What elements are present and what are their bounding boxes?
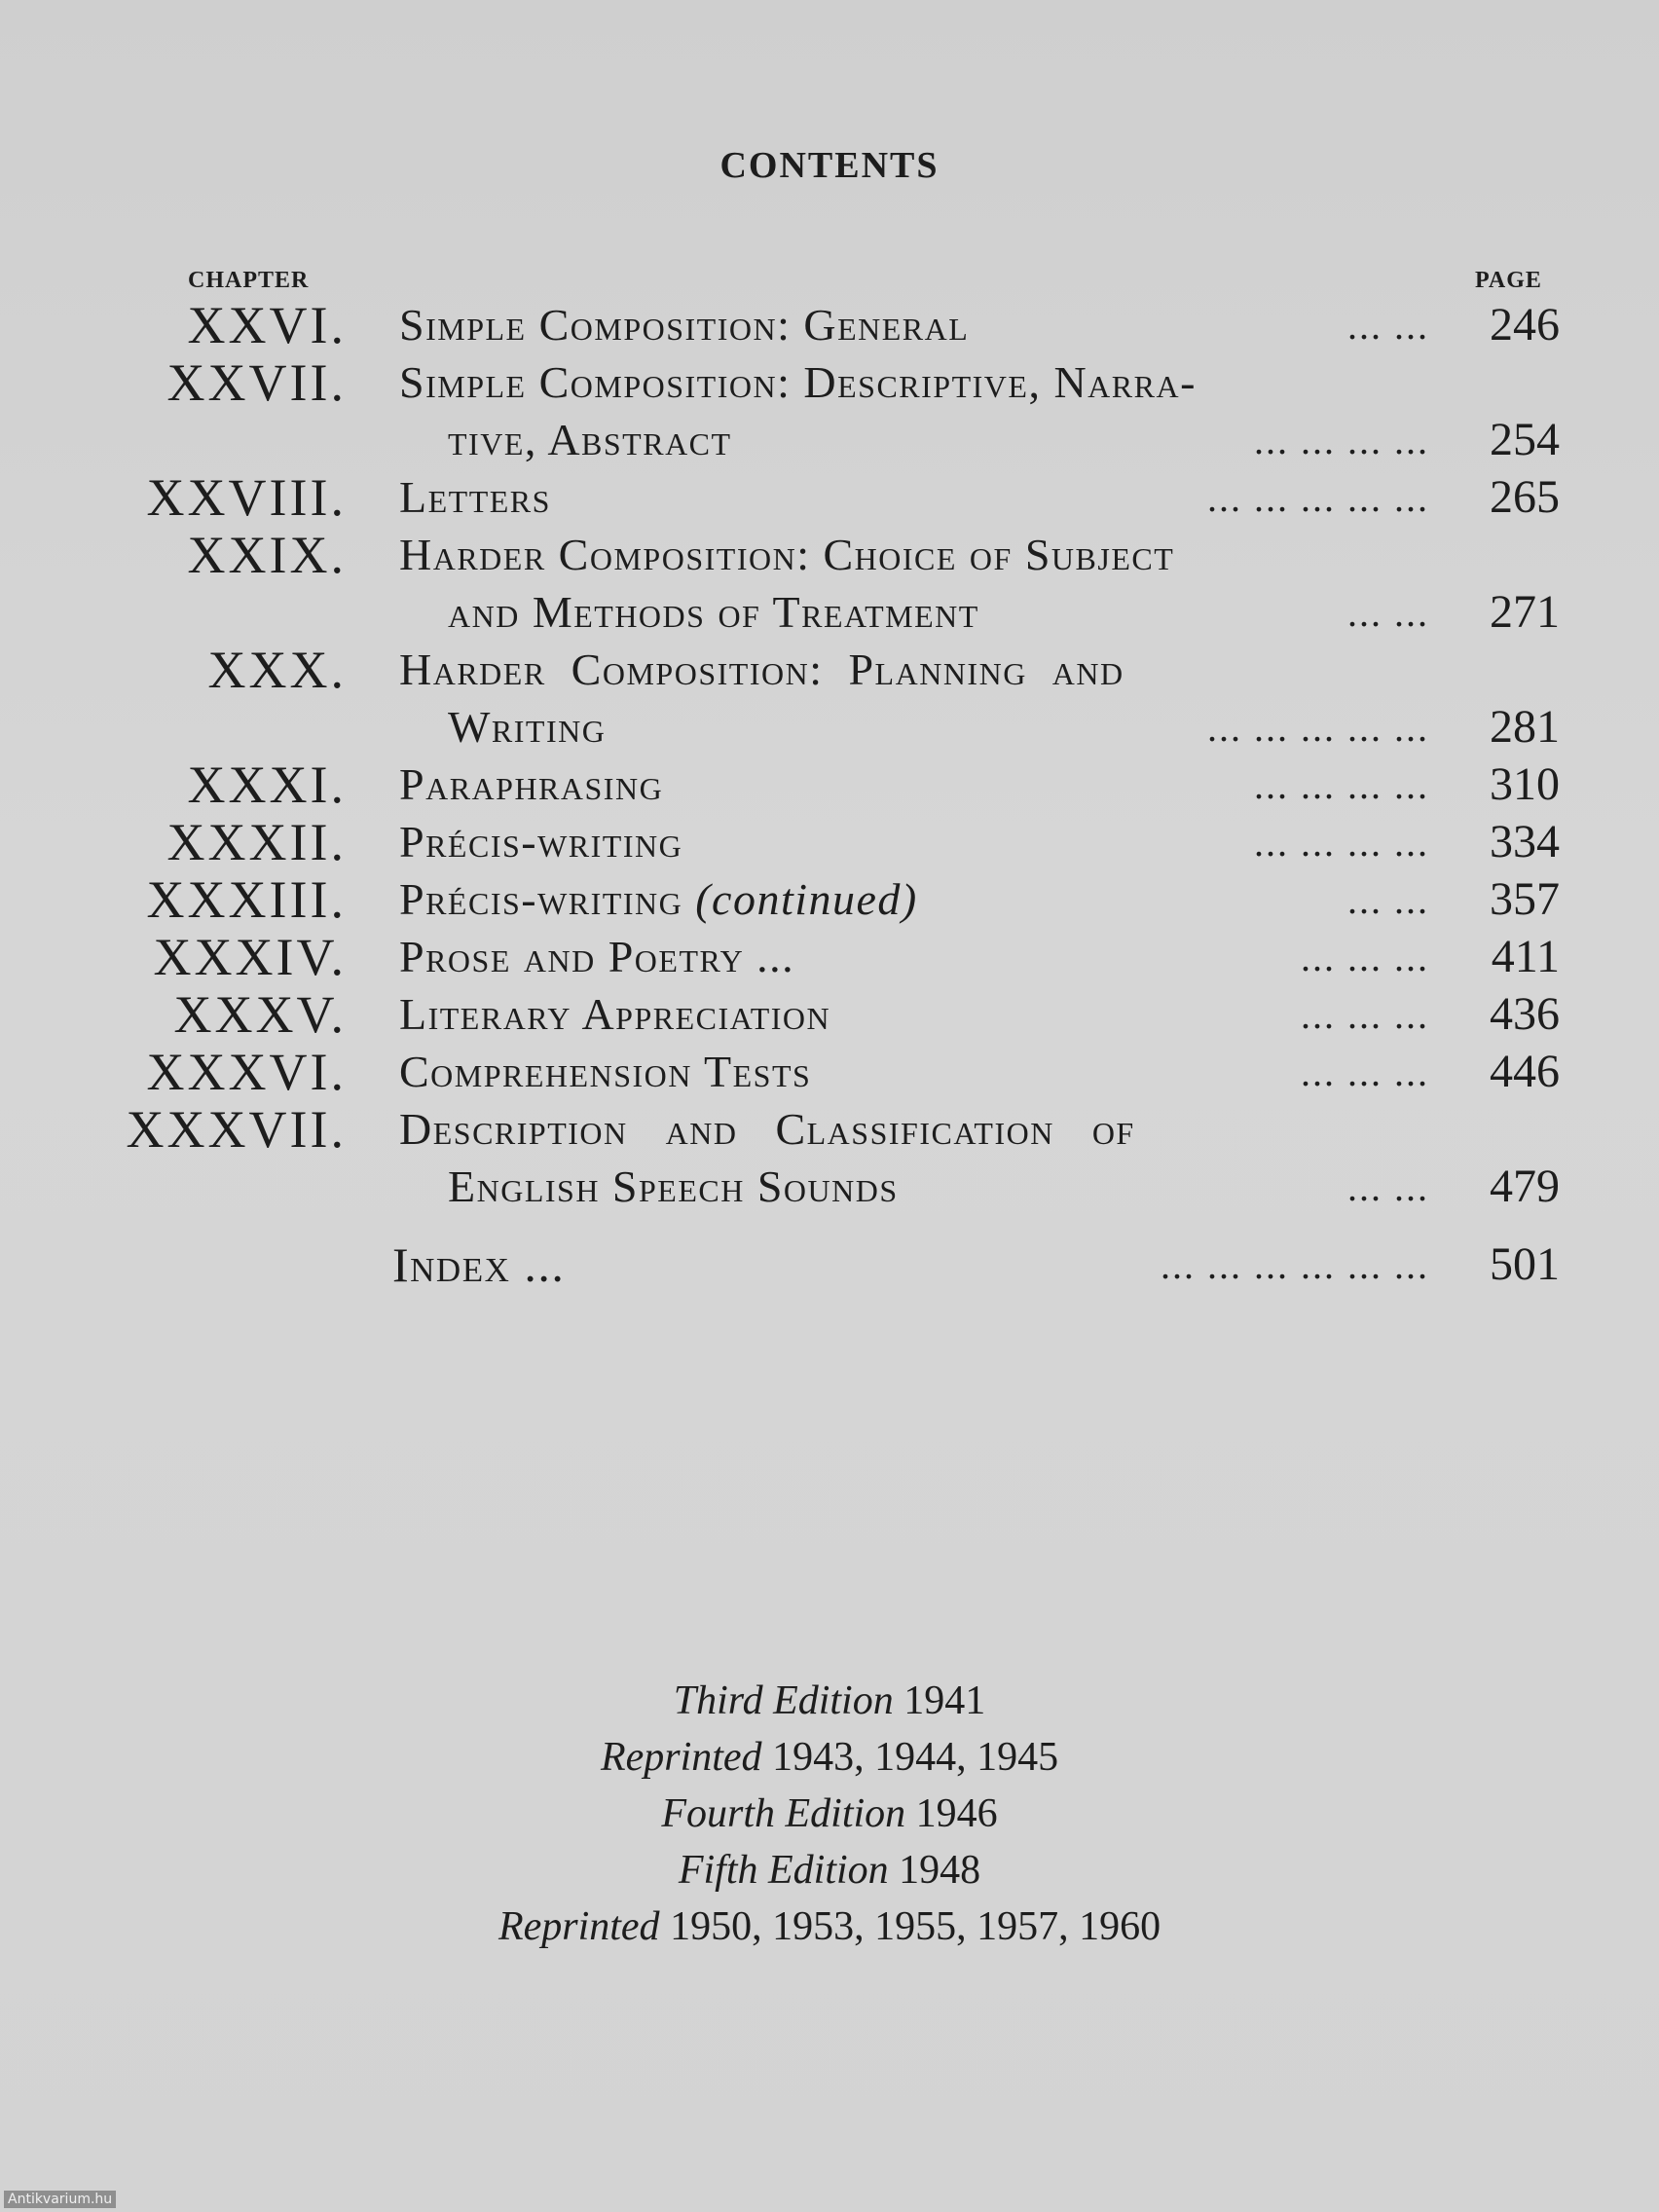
chapter-number: XXVII. <box>166 353 347 412</box>
chapter-title: Letters <box>399 472 551 522</box>
chapter-title: Description and Classification of <box>399 1104 1135 1154</box>
edition-years: 1948 <box>899 1848 981 1893</box>
dot-leader: ... ... ... ... <box>1254 763 1429 807</box>
page-number: 501 <box>1490 1238 1560 1290</box>
chapter-title-continued: and Methods of Treatment <box>448 587 979 637</box>
dot-leader: ... ... ... ... ... <box>1207 706 1429 750</box>
chapter-title-italic: (continued) <box>695 874 918 924</box>
toc-entry-xxx-cont <box>0 699 1659 756</box>
edition-years: 1943, 1944, 1945 <box>772 1735 1059 1780</box>
chapter-number: XXXI. <box>187 756 347 814</box>
page-number: 479 <box>1490 1161 1560 1212</box>
chapter-number: XXXVII. <box>126 1100 347 1159</box>
toc-entry-xxxi <box>0 756 1659 813</box>
chapter-title: Précis-writing <box>399 817 683 866</box>
edition-line <box>0 1673 1659 1729</box>
toc-entry-xxviii <box>0 469 1659 526</box>
edition-history <box>0 1673 1659 1955</box>
chapter-title: Harder Composition: Planning and <box>399 645 1124 694</box>
dot-leader: ... ... ... ... ... <box>1207 476 1429 520</box>
chapter-title: Simple Composition: General <box>399 300 970 350</box>
dot-leader: ... ... ... ... <box>1254 821 1429 865</box>
chapter-number: XXXV. <box>173 985 347 1044</box>
chapter-number: XXXIII. <box>146 870 347 929</box>
toc-entry-xxxvii <box>0 1101 1659 1158</box>
chapter-title-continued: English Speech Sounds <box>448 1161 899 1211</box>
chapter-title: Harder Composition: Choice of Subject <box>399 530 1175 579</box>
dot-leader: ... ... <box>1347 591 1429 635</box>
page-number: 446 <box>1490 1046 1560 1097</box>
index-label: Index ... <box>392 1237 566 1292</box>
page-column-header: PAGE <box>1475 268 1542 293</box>
dot-leader: ... ... ... <box>1301 993 1429 1037</box>
page-title: CONTENTS <box>719 145 940 186</box>
edition-line <box>0 1729 1659 1786</box>
chapter-title: Paraphrasing <box>399 759 664 809</box>
toc-entry-xxxv <box>0 986 1659 1043</box>
toc-entry-xxxii <box>0 814 1659 870</box>
page-number: 411 <box>1491 931 1560 982</box>
toc-entry-xxix <box>0 527 1659 583</box>
toc-entry-xxxiv <box>0 929 1659 985</box>
watermark: Antikvarium.hu <box>4 2191 116 2208</box>
page-number: 271 <box>1490 586 1560 638</box>
toc-entry-xxxvii-cont <box>0 1159 1659 1215</box>
edition-label: Third Edition <box>673 1678 894 1723</box>
page-number: 254 <box>1490 414 1560 465</box>
edition-line <box>0 1842 1659 1899</box>
chapter-number: XXXIV. <box>153 928 347 986</box>
chapter-title: Simple Composition: Descriptive, Narra- <box>399 357 1197 407</box>
chapter-column-header: CHAPTER <box>188 268 310 293</box>
chapter-title: Literary Appreciation <box>399 989 831 1039</box>
dot-leader: ... ... ... ... <box>1254 419 1429 462</box>
chapter-title-text: Précis-writing <box>399 874 683 924</box>
edition-label: Reprinted <box>600 1735 762 1780</box>
dot-leader: ... ... <box>1347 1165 1429 1209</box>
edition-label: Fourth Edition <box>661 1791 906 1836</box>
edition-years: 1946 <box>915 1791 998 1836</box>
chapter-number: XXXVI. <box>146 1043 347 1101</box>
chapter-number: XXXII. <box>166 813 347 871</box>
edition-years: 1941 <box>903 1678 986 1723</box>
chapter-number: XXVIII. <box>146 468 347 527</box>
edition-label: Fifth Edition <box>678 1848 889 1893</box>
toc-entry-xxix-cont <box>0 584 1659 641</box>
edition-label: Reprinted <box>498 1904 660 1949</box>
page-number: 281 <box>1490 701 1560 753</box>
dot-leader: ... ... ... <box>1301 936 1429 979</box>
chapter-title-continued: tive, Abstract <box>448 415 732 464</box>
page-number: 265 <box>1490 471 1560 523</box>
toc-entry-xxvii-cont <box>0 412 1659 468</box>
dot-leader: ... ... <box>1347 878 1429 922</box>
chapter-title <box>399 871 918 928</box>
toc-entry-xxxiii <box>0 871 1659 928</box>
chapter-number: XXIX. <box>187 526 347 584</box>
chapter-number: XXVI. <box>187 296 347 354</box>
toc-entry-xxxvi <box>0 1044 1659 1100</box>
page-number: 334 <box>1490 816 1560 867</box>
chapter-title: Prose and Poetry ... <box>399 932 795 981</box>
edition-line <box>0 1786 1659 1842</box>
chapter-title: Comprehension Tests <box>399 1047 812 1096</box>
page-number: 357 <box>1490 873 1560 925</box>
toc-entry-xxvi <box>0 297 1659 353</box>
dot-leader: ... ... ... ... ... ... <box>1161 1243 1429 1287</box>
chapter-number: XXX. <box>207 641 347 699</box>
toc-entry-xxx <box>0 642 1659 698</box>
page-number: 310 <box>1490 758 1560 810</box>
edition-years: 1950, 1953, 1955, 1957, 1960 <box>670 1904 1161 1949</box>
page-number: 436 <box>1490 988 1560 1040</box>
toc-entry-index <box>0 1236 1659 1293</box>
edition-line <box>0 1899 1659 1955</box>
dot-leader: ... ... <box>1347 304 1429 348</box>
chapter-title-continued: Writing <box>448 702 607 752</box>
page-number: 246 <box>1490 299 1560 350</box>
toc-entry-xxvii <box>0 354 1659 411</box>
dot-leader: ... ... ... <box>1301 1051 1429 1094</box>
